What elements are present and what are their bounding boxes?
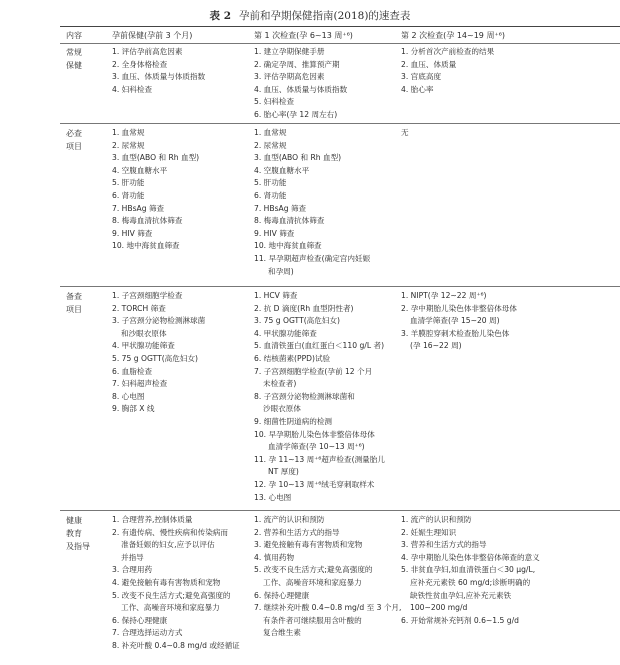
- required-second-list: [401, 127, 409, 140]
- list-item: 3. 子宫颈分泌物检测淋球菌: [112, 316, 206, 326]
- list-item: 1. 流产的认识和预防: [401, 515, 472, 524]
- list-item-continuation: 100~200 mg/d: [410, 603, 468, 613]
- list-item: 6. 肾功能: [254, 190, 287, 200]
- list-item: 4. 甲状腺功能筛查: [254, 328, 317, 338]
- routine-pre-list: [112, 46, 205, 96]
- list-item-continuation: 血清学筛查(孕 10~13 周⁺⁶): [268, 442, 365, 452]
- list-item-continuation: 和沙眼衣原体: [121, 328, 167, 338]
- table-title-text: 孕前和孕期保健指南(2018)的速查表: [239, 10, 411, 22]
- list-item: 1. NIPT(孕 12~22 周⁺⁶): [401, 291, 487, 300]
- list-item: 6. 肾功能: [112, 190, 145, 200]
- list-item: 7. HBsAg 筛查: [254, 203, 307, 213]
- list-item: 6. 结核菌素(PPD)试验: [254, 353, 331, 363]
- list-item: 3. 评估孕期高危因素: [254, 72, 325, 82]
- list-item: 11. 早孕期超声检查(确定宫内妊娠: [254, 253, 371, 263]
- list-item-continuation: NT 厚度): [268, 467, 299, 477]
- list-item: 3. 75 g OGTT(高危妇女): [254, 316, 341, 326]
- list-item: 8. 梅毒血清抗体筛查: [254, 216, 325, 226]
- list-item: 3. 羊膜腔穿刺术检查胎儿染色体: [401, 328, 510, 338]
- list-item-continuation: 工作、高噪音环境和家庭暴力: [121, 603, 220, 613]
- list-item: 9. HIV 筛查: [254, 228, 295, 238]
- list-item: 5. 肝功能: [112, 178, 145, 188]
- list-item: 12. 孕 10~13 周⁺⁶绒毛穿刺取样术: [254, 479, 375, 489]
- list-item: 5. 改变不良生活方式;避免高强度的: [254, 565, 373, 575]
- header-first-visit: 第 1 次检查(孕 6~13 周⁺⁶): [254, 31, 353, 40]
- list-item: 3. 合理用药: [112, 565, 153, 575]
- list-item: 9. 细菌性阴道病的检测: [254, 416, 333, 426]
- optional-pre-list: [112, 290, 205, 416]
- header-second-visit: 第 2 次检查(孕 14~19 周⁺⁶): [401, 31, 505, 40]
- row-label-line: 必查: [66, 129, 82, 138]
- list-item: 6. 保持心理健康: [112, 615, 168, 625]
- row-rule: [60, 510, 620, 511]
- list-item: 1. 合理营养,控制体质量: [112, 515, 193, 524]
- row-label-line: 及指导: [66, 542, 90, 551]
- header-preconception: 孕前保健(孕前 3 个月): [112, 31, 193, 40]
- list-item: 2. 血压、体质量: [401, 59, 457, 69]
- list-item-continuation: 未检查者): [263, 379, 297, 389]
- list-item: 10. 早孕期胎儿染色体非整倍体母体: [254, 429, 375, 439]
- list-item: 5. 非贫血孕妇,如血清铁蛋白＜30 μg/L,: [401, 565, 536, 575]
- list-item-continuation: 沙眼衣原体: [263, 404, 301, 414]
- list-item: 5. 改变不良生活方式;避免高强度的: [112, 590, 231, 600]
- list-item-continuation: 有条件者可继续服用含叶酸的: [263, 615, 362, 625]
- list-item: 1. 评估孕前高危因素: [112, 47, 183, 56]
- list-item: 9. 胸部 X 线: [112, 404, 155, 414]
- education-first-list: [254, 514, 401, 640]
- list-item: 1. 流产的认识和预防: [254, 515, 325, 524]
- list-item: 1. 建立孕期保健手册: [254, 47, 325, 56]
- list-item: 4. 孕中期胎儿染色体非整倍体筛查的意义: [401, 552, 540, 562]
- list-item: 10. 地中海贫血筛查: [254, 241, 322, 251]
- list-item: 7. 子宫颈细胞学检查(孕前 12 个月: [254, 366, 373, 376]
- list-item: 4. 空腹血糖水平: [112, 165, 168, 175]
- list-item-continuation: 应补充元素铁 60 mg/d;诊断明确的: [410, 577, 531, 587]
- list-item-continuation: 缺铁性贫血孕妇,应补充元素铁: [410, 590, 512, 600]
- list-item-continuation: 复合维生素: [263, 628, 301, 638]
- list-item: 3. 血型(ABO 和 Rh 血型): [112, 153, 200, 163]
- header-content: 内容: [66, 31, 82, 40]
- list-item: 无: [401, 128, 409, 137]
- list-item-continuation: 和孕周): [268, 266, 294, 276]
- top-rule: [60, 26, 620, 27]
- required-pre-list: [112, 127, 199, 253]
- list-item: 13. 心电图: [254, 492, 292, 502]
- row-label-education: [66, 514, 90, 553]
- list-item: 2. TORCH 筛查: [112, 303, 166, 313]
- list-item: 4. 血压、体质量与体质指数: [254, 84, 348, 94]
- list-item: 2. 全身体格检查: [112, 59, 168, 69]
- table-number: 表 2: [209, 10, 232, 22]
- list-item: 6. 血脂检查: [112, 366, 153, 376]
- list-item: 2. 尿常规: [254, 140, 287, 150]
- routine-first-list: [254, 46, 347, 122]
- list-item: 10. 地中海贫血筛查: [112, 241, 180, 251]
- list-item: 5. 妇科检查: [254, 97, 295, 107]
- list-item: 6. 胎心率(孕 12 周左右): [254, 109, 338, 119]
- row-label-line: 项目: [66, 305, 82, 314]
- list-item: 11. 孕 11~13 周⁺⁶超声检查(测量胎儿: [254, 454, 385, 464]
- education-pre-list: [112, 514, 240, 653]
- row-label-line: 教育: [66, 529, 82, 538]
- list-item: 5. 75 g OGTT(高危妇女): [112, 353, 199, 363]
- list-item: 8. 子宫颈分泌物检测淋球菌和: [254, 391, 355, 401]
- list-item: 2. 抗 D 滴度(Rh 血型阴性者): [254, 303, 354, 313]
- row-label-required: [66, 127, 82, 153]
- list-item: 3. 血型(ABO 和 Rh 血型): [254, 153, 342, 163]
- row-rule: [60, 123, 620, 124]
- list-item: 2. 孕中期胎儿染色体非整倍体母体: [401, 303, 517, 313]
- list-item: 1. 分析首次产前检查的结果: [401, 47, 495, 56]
- list-item: 2. 营养和生活方式的指导: [254, 527, 340, 537]
- list-item: 6. 保持心理健康: [254, 590, 310, 600]
- list-item: 8. 心电图: [112, 391, 145, 401]
- list-item: 2. 妊娠生理知识: [401, 527, 457, 537]
- list-item: 7. HBsAg 筛查: [112, 203, 165, 213]
- row-label-line: 常规: [66, 48, 82, 57]
- list-item: 7. 妇科超声检查: [112, 379, 168, 389]
- list-item: 3. 宫底高度: [401, 72, 442, 82]
- list-item: 5. 肝功能: [254, 178, 287, 188]
- list-item: 2. 确定孕周、推算预产期: [254, 59, 340, 69]
- row-label-line: 保健: [66, 61, 82, 70]
- list-item-continuation: (孕 16~22 周): [410, 341, 462, 351]
- list-item: 2. 有遗传病、慢性疾病和传染病而: [112, 527, 228, 537]
- list-item: 3. 营养和生活方式的指导: [401, 540, 487, 550]
- list-item: 8. 补充叶酸 0.4~0.8 mg/d 或经循证: [112, 640, 240, 650]
- required-first-list: [254, 127, 370, 278]
- optional-second-list: [401, 290, 517, 353]
- row-label-line: 备查: [66, 292, 82, 301]
- list-item: 5. 血清铁蛋白(血红蛋白＜110 g/L 者): [254, 341, 385, 351]
- table-title: [0, 8, 620, 23]
- header-rule: [60, 43, 620, 44]
- list-item: 1. HCV 筛查: [254, 291, 298, 300]
- list-item: 1. 血常规: [254, 128, 287, 137]
- list-item-continuation: 血清学筛查(孕 15~20 周): [410, 316, 500, 326]
- list-item: 2. 尿常规: [112, 140, 145, 150]
- list-item: 7. 继续补充叶酸 0.4~0.8 mg/d 至 3 个月,: [254, 603, 402, 613]
- list-item: 6. 开始常规补充钙剂 0.6~1.5 g/d: [401, 615, 519, 625]
- list-item: 4. 空腹血糖水平: [254, 165, 310, 175]
- list-item-continuation: 并指导: [121, 552, 144, 562]
- list-item: 4. 甲状腺功能筛查: [112, 341, 175, 351]
- row-label-line: 健康: [66, 516, 82, 525]
- list-item: 8. 梅毒血清抗体筛查: [112, 216, 183, 226]
- list-item: 1. 血常规: [112, 128, 145, 137]
- list-item: 4. 慎用药物: [254, 552, 295, 562]
- row-label-line: 项目: [66, 142, 82, 151]
- optional-first-list: [254, 290, 385, 504]
- row-rule: [60, 286, 620, 287]
- list-item: 4. 妇科检查: [112, 84, 153, 94]
- routine-second-list: [401, 46, 494, 96]
- list-item: 3. 血压、体质量与体质指数: [112, 72, 206, 82]
- list-item: 4. 避免接触有毒有害物质和宠物: [112, 577, 221, 587]
- row-label-routine: [66, 46, 82, 72]
- list-item: 9. HIV 筛查: [112, 228, 153, 238]
- list-item-continuation: 准备妊娠的妇女,应予以评估: [121, 540, 215, 550]
- list-item: 3. 避免接触有毒有害物质和宠物: [254, 540, 363, 550]
- list-item: 4. 胎心率: [401, 84, 434, 94]
- education-second-list: [401, 514, 540, 627]
- row-label-optional: [66, 290, 82, 316]
- list-item: 7. 合理选择运动方式: [112, 628, 183, 638]
- list-item-continuation: 工作、高噪音环境和家庭暴力: [263, 577, 362, 587]
- list-item: 1. 子宫颈细胞学检查: [112, 291, 183, 300]
